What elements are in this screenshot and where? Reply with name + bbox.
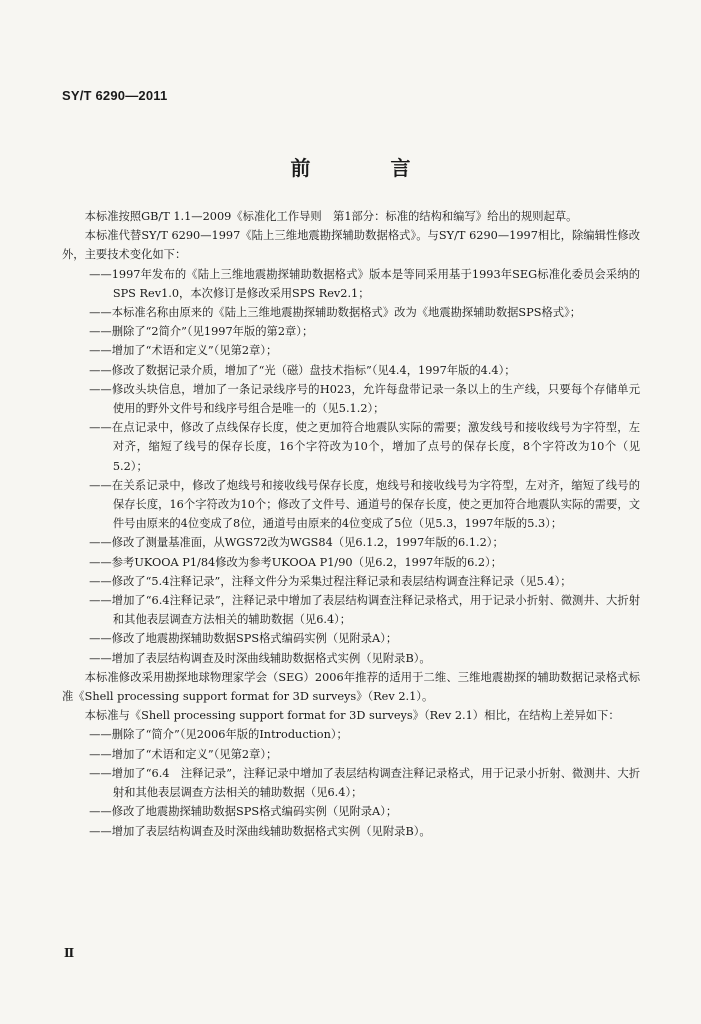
page-number: Ⅱ xyxy=(64,946,75,960)
list-item: ——本标准名称由原来的《陆上三维地震勘探辅助数据格式》改为《地震勘探辅助数据SPS格式》； xyxy=(89,306,582,320)
paragraph: 本标准修改采用勘探地球物理家学会（SEG）2006年推荐的适用于二维、三维地震勘探的辅助数据记录格式标准《Shell processing support format for 3D surveys》（Rev 2.1）。 xyxy=(62,670,640,704)
list-item: ——增加了表层结构调查及时深曲线辅助数据格式实例（见附录B）。 xyxy=(89,824,431,838)
list-item: ——1997年发布的《陆上三维地震勘探辅助数据格式》版本是等同采用基于1993年SEG标准化委员会采纳的SPS Rev1.0，本次修订是修改采用SPS Rev2.1； xyxy=(89,267,640,300)
standard-code-header: SY/T 6290—2011 xyxy=(62,88,168,103)
list-item: ——增加了“6.4 注释记录”，注释记录中增加了表层结构调查注释记录格式，用于记录小折射、微测井、大折射和其他表层调查方法相关的辅助数据（见6.4）； xyxy=(89,766,640,800)
list-item: ——增加了表层结构调查及时深曲线辅助数据格式实例（见附录B）。 xyxy=(89,651,431,665)
list-item: ——增加了“术语和定义”（见第2章）； xyxy=(89,344,278,358)
list-item: ——在点记录中，修改了点线保存长度，使之更加符合地震队实际的需要；激发线号和接收线号为字符型，左对齐，缩短了线号的保存长度，16个字符改为10个，增加了点号的保存长度，8个字符改为10个（见5.2）； xyxy=(89,421,640,473)
list-item: ——修改头块信息，增加了一条记录线序号的H023，允许每盘带记录一条以上的生产线，只要每个存储单元使用的野外文件号和线序号组合是唯一的（见5.1.2）； xyxy=(89,382,640,416)
page-title: 前 言 xyxy=(290,156,441,180)
list-item: ——增加了“6.4注释记录”，注释记录中增加了表层结构调查注释记录格式，用于记录小折射、微测井、大折射和其他表层调查方法相关的辅助数据（见6.4）； xyxy=(89,594,640,627)
list-item: ——在关系记录中，修改了炮线号和接收线号保存长度，炮线号和接收线号为字符型，左对齐，缩短了线号的保存长度，16个字符改为10个；修改了文件号、通道号的保存长度，使之更加符合地震队实际的需要，文件号由原来的4位变成了8位，通道号由原来的4位变成了5位（见5.3，1997年版的5.3）； xyxy=(89,478,640,531)
list-item: ——修改了“5.4注释记录”，注释文件分为采集过程注释记录和表层结构调查注释记录（见5.4）； xyxy=(89,574,572,588)
paragraph: 本标准代替SY/T 6290—1997《陆上三维地震勘探辅助数据格式》。与SY/T 6290—1997相比，除编辑性修改外，主要技术变化如下： xyxy=(62,229,640,262)
list-item: ——修改了数据记录介质，增加了“光（磁）盘技术指标”（见4.4，1997年版的4.4）； xyxy=(89,363,516,377)
list-item: ——修改了测量基准面，从WGS72改为WGS84（见6.1.2，1997年版的6.1.2）； xyxy=(89,536,504,550)
list-item: ——删除了“简介”（见2006年版的Introduction）； xyxy=(89,728,348,742)
list-item: ——删除了“2简介”（见1997年版的第2章）； xyxy=(89,325,314,339)
list-item: ——增加了“术语和定义”（见第2章）； xyxy=(89,747,278,761)
body-text xyxy=(62,207,640,841)
paragraph: 本标准与《Shell processing support format for 3D surveys》（Rev 2.1）相比，在结构上差异如下： xyxy=(84,709,620,723)
paragraph: 本标准按照GB/T 1.1—2009《标准化工作导则 第1部分：标准的结构和编写》给出的规则起草。 xyxy=(84,210,578,223)
list-item: ——修改了地震勘探辅助数据SPS格式编码实例（见附录A）； xyxy=(89,632,398,646)
list-item: ——修改了地震勘探辅助数据SPS格式编码实例（见附录A）； xyxy=(89,805,398,819)
list-item: ——参考UKOOA P1/84修改为参考UKOOA P1/90（见6.2，1997年版的6.2）； xyxy=(89,555,503,569)
